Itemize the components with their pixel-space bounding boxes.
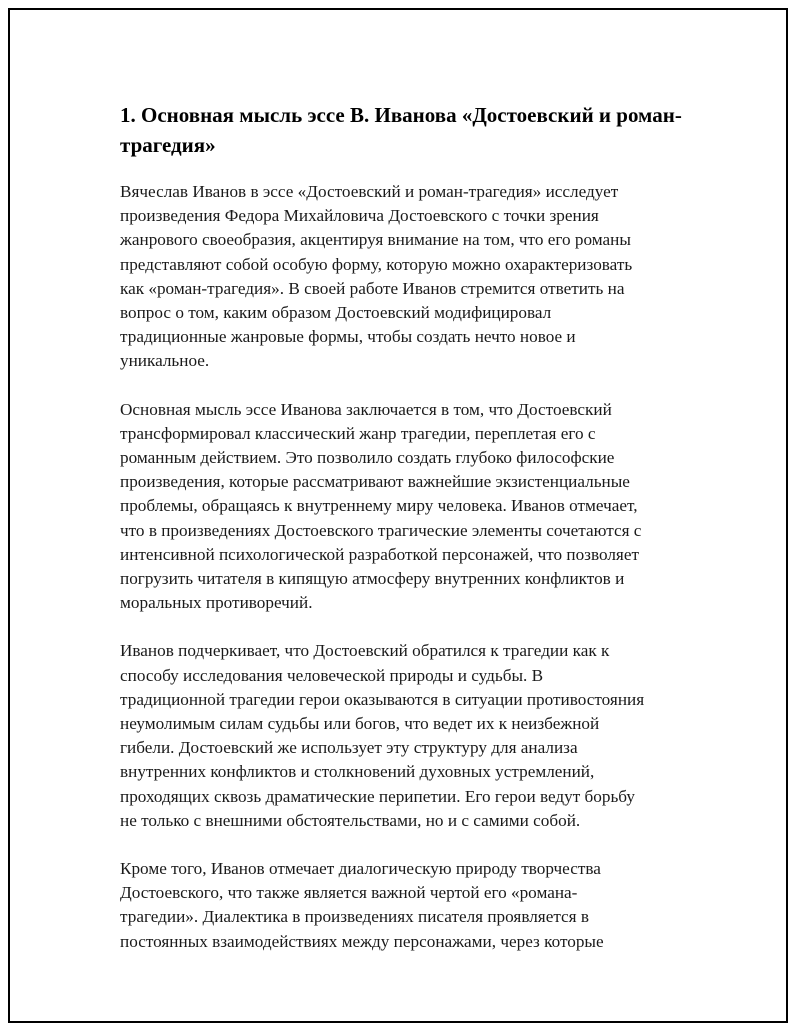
section-heading: 1. Основная мысль эссе В. Иванова «Достоевский и роман-трагедия» xyxy=(120,103,682,157)
page-frame xyxy=(8,8,788,1023)
paragraph-3: Иванов подчеркивает, что Достоевский обратился к трагедии как к способу исследования человеческой природы и судьбы. В традиционной трагедии герои оказываются в ситуации противостояния неумолимым силам судьбы или богов, что ведет их к неизбежной гибели. Достоевский же использует эту структуру для анализа внутренних конфликтов и столкновений духовных устремлений, проходящих сквозь драматические перипетии. Его герои ведут борьбу не только с внешними обстоятельствами, но и с самими собой. xyxy=(120,641,645,830)
paragraph-2: Основная мысль эссе Иванова заключается в том, что Достоевский трансформировал классический жанр трагедии, переплетая его с романным действием. Это позволило создать глубоко философские произведения, которые рассматривают важнейшие экзистенциальные проблемы, обращаясь к внутреннему миру человека. Иванов отмечает, что в произведениях Достоевского трагические элементы сочетаются с интенсивной психологической разработкой персонажей, что позволяет погрузить читателя в кипящую атмосферу внутренних конфликтов и моральных противоречий. xyxy=(120,399,642,613)
paragraph-1: Вячеслав Иванов в эссе «Достоевский и роман-трагедия» исследует произведения Федора Михайловича Достоевского с точки зрения жанрового своеобразия, акцентируя внимание на том, что его романы представляют собой особую форму, которую можно охарактеризовать как «роман-трагедия». В своей работе Иванов стремится ответить на вопрос о том, каким образом Достоевский модифицировал традиционные жанровые формы, чтобы создать нечто новое и уникальное. xyxy=(120,182,633,371)
paragraph-4: Кроме того, Иванов отмечает диалогическую природу творчества Достоевского, что также является важной чертой его «романа- трагедии». Диалектика в произведениях писателя проявляется в постоянных взаимодействиях между персонажами, через которые xyxy=(120,859,604,951)
document-body xyxy=(120,100,700,978)
